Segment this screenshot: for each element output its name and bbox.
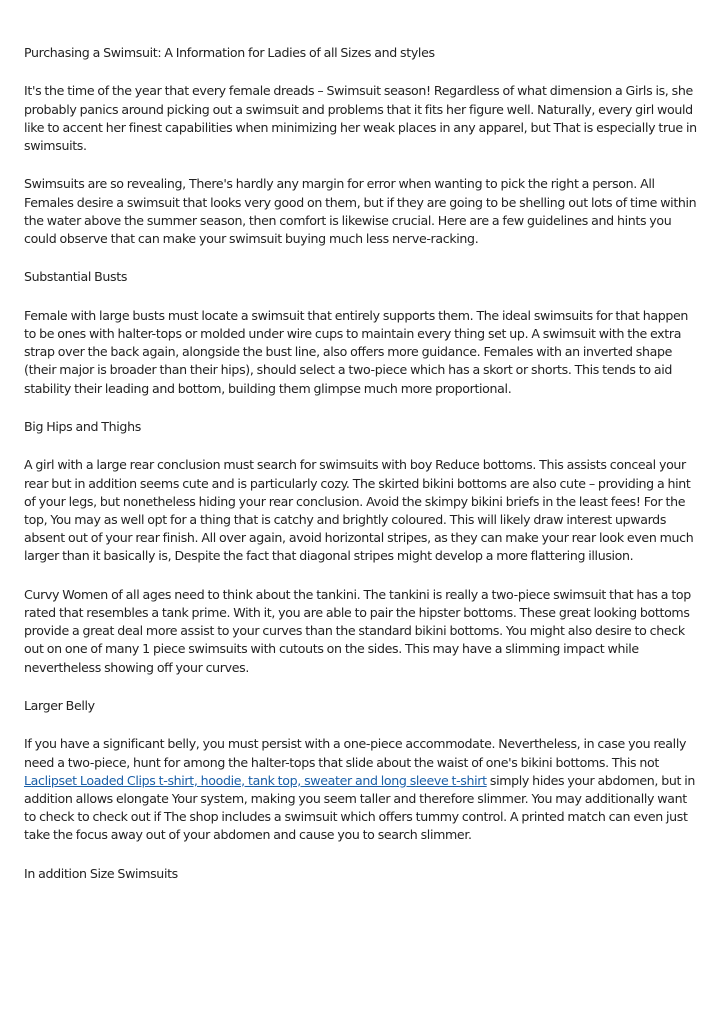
paragraph-hips: A girl with a large rear conclusion must search for swimsuits with boy Reduce bottoms. This assists conceal your rear but in addition seems cute and is particularly cozy. The skirted bikini bottoms are also cute – providing a hint of your legs, but nonetheless hiding your rear conclusion. Avoid the skimpy bikini briefs in the least fees! For the top, You may as well opt for a thing that is catchy and brightly coloured. This will likely draw interest upwards absent out of your rear finish. All over again, avoid horizontal stripes, as they can make your rear look even much larger than it basically is, Despite the fact that diagonal stripes might develop a more flattering illusion. — [24, 457, 694, 564]
paragraph-busts: Female with large busts must locate a swimsuit that entirely supports them. The ideal swimsuits for that happen to be ones with halter-tops or molded under wire cups to maintain every thing set up. A swimsuit with the extra strap over the back again, alongside the bust line, also offers more guidance. Females with an inverted shape (their major is broader than their hips), should select a two-piece which has a skort or shorts. This tends to aid stability their leading and bottom, building them glimpse much more proportional. — [24, 307, 689, 396]
document-page — [24, 44, 698, 903]
paragraph-curvy: Curvy Women of all ages need to think about the tankini. The tankini is really a two-piece swimsuit that has a top rated that resembles a tank prime. With it, you are able to pair the hipster bottoms. These great looking bottoms provide a great deal more assist to your curves than the standard bikini bottoms. You might also desire to check out on one of many 1 piece swimsuits with cutouts on the sides. This may have a slimming impact while nevertheless showing off your curves. — [24, 586, 691, 675]
intro-paragraph: It's the time of the year that every female dreads – Swimsuit season! Regardless of what dimension a Girls is, she probably panics around picking out a swimsuit and problems that it fits her figure well. Naturally, every girl would like to accent her finest capabilities when minimizing her weak places in any apparel, but That is especially true in swimsuits. — [24, 83, 697, 153]
laclipset-product-link[interactable]: Laclipset Loaded Clips t-shirt, hoodie, tank top, sweater and long sleeve t-shirt — [24, 772, 487, 788]
heading-big-hips: Big Hips and Thighs — [24, 418, 141, 434]
heading-substantial-busts: Substantial Busts — [24, 269, 128, 285]
paragraph-belly-text-end: simply hides your abdomen, but in addition allows elongate Your system, making you seem taller and therefore slimmer. You may additionally want to check to check out if The shop includes a swimsuit which offers tummy control. A printed match can even just take the focus away out of your abdomen and cause you to search slimmer. — [24, 772, 696, 843]
heading-larger-belly: Larger Belly — [24, 697, 95, 713]
paragraph-revealing: Swimsuits are so revealing, There's hardly any margin for error when wanting to pick the right a person. All Females desire a swimsuit that looks very good on them, but if they are going to be shelling out lots of time within the water above the summer season, then comfort is likewise crucial. Here are a few guidelines and hints you could observe that can make your swimsuit buying much less nerve-racking. — [24, 176, 697, 246]
paragraph-belly-text-start: If you have a significant belly, you must persist with a one-piece accommodate. Nevertheless, in case you really need a two-piece, hunt for among the halter-tops that slide about the waist of one's bikini bottoms. This not — [24, 736, 687, 770]
paragraph-belly — [24, 735, 698, 844]
heading-plus-size: In addition Size Swimsuits — [24, 865, 178, 881]
document-title: Purchasing a Swimsuit: A Information for Ladies of all Sizes and styles — [24, 45, 435, 60]
